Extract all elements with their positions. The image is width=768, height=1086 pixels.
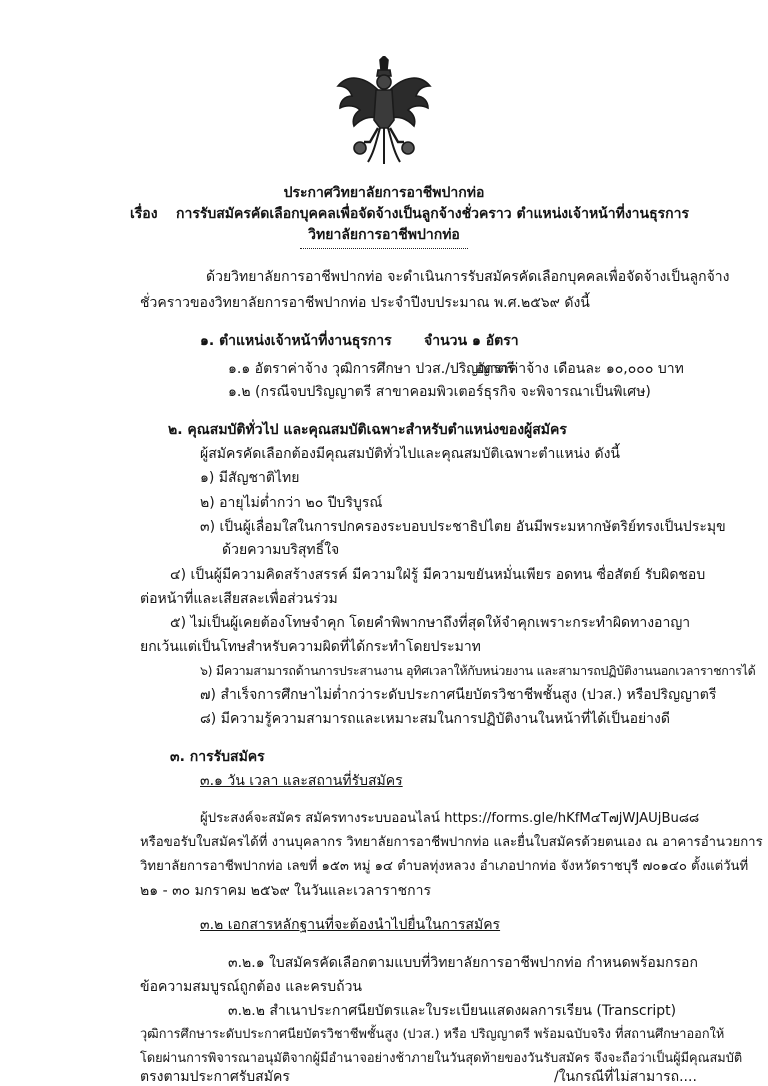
announcement-title: ประกาศวิทยาลัยการอาชีพปากท่อ — [283, 185, 485, 201]
intro-line2: ชั่วคราวของวิทยาลัยการอาชีพปากท่อ ประจำปีงบประมาณ พ.ศ.๒๕๖๙ ดังนี้ — [140, 295, 590, 311]
qualification-3a: ๓) เป็นผู้เลื่อมใสในการปกครองระบอบประชาธิปไตย อันมีพระมหากษัตริย์ทรงเป็นประมุข — [200, 519, 726, 535]
doc2-line4: ตรงตามประกาศรับสมัคร — [140, 1069, 290, 1085]
doc1-line1: ๓.๒.๑ ใบสมัครคัดเลือกตามแบบที่วิทยาลัยการอาชีพปากท่อ กำหนดพร้อมกรอก — [228, 955, 698, 971]
section1-item1-left: ๑.๑ อัตราค่าจ้าง วุฒิการศึกษา ปวส./ปริญญาตรี — [228, 361, 515, 377]
intro-line1: ด้วยวิทยาลัยการอาชีพปากท่อ จะดำเนินการรับสมัครคัดเลือกบุคคลเพื่อจัดจ้างเป็นลูกจ้าง — [206, 269, 730, 285]
section3-2-heading: ๓.๒ เอกสารหลักฐานที่จะต้องนำไปยื่นในการสมัคร — [200, 917, 501, 933]
qualification-7: ๗) สำเร็จการศึกษาไม่ต่ำกว่าระดับประกาศนียบัตรวิชาชีพชั้นสูง (ปวส.) หรือปริญญาตรี — [200, 687, 717, 703]
section3-1-heading: ๓.๑ วัน เวลา และสถานที่รับสมัคร — [200, 773, 403, 789]
continue-note: /ในกรณีที่ไม่สามารถ.... — [554, 1069, 697, 1085]
section2-title: ๒. คุณสมบัติทั่วไป และคุณสมบัติเฉพาะสำหรับตำแหน่งของผู้สมัคร — [168, 422, 567, 438]
section1-count: จำนวน ๑ อัตรา — [424, 333, 519, 349]
apply-line2: หรือขอรับใบสมัครได้ที่ งานบุคลากร วิทยาลัยการอาชีพปากท่อ และยื่นใบสมัครด้วยตนเอง ณ อาคารอำนวยการ — [140, 835, 763, 850]
qualification-1: ๑) มีสัญชาติไทย — [200, 470, 300, 486]
doc2-line1: ๓.๒.๒ สำเนาประกาศนียบัตรและใบระเบียนแสดงผลการเรียน (Transcript) — [228, 1003, 677, 1019]
apply-line4: ๒๑ - ๓๐ มกราคม ๒๕๖๙ ในวันและเวลาราชการ — [140, 883, 431, 899]
divider-dots — [300, 248, 468, 249]
qualification-4b: ต่อหน้าที่และเสียสละเพื่อส่วนร่วม — [140, 591, 338, 607]
apply-online-line: ผู้ประสงค์จะสมัคร สมัครทางระบบออนไลน์ https://forms.gle/hKfM๔T๗jWJAUjBu๘๘ — [200, 811, 700, 826]
qualification-5b: ยกเว้นแต่เป็นโทษสำหรับความผิดที่ได้กระทำโดยประมาท — [140, 639, 481, 655]
section2-lead: ผู้สมัครคัดเลือกต้องมีคุณสมบัติทั่วไปและคุณสมบัติเฉพาะตำแหน่ง ดังนี้ — [200, 446, 620, 462]
qualification-2: ๒) อายุไม่ต่ำกว่า ๒๐ ปีบริบูรณ์ — [200, 495, 383, 511]
qualification-4a: ๔) เป็นผู้มีความคิดสร้างสรรค์ มีความใฝ่รู้ มีความขยันหมั่นเพียร อดทน ซื่อสัตย์ รับผิดชอบ — [170, 567, 706, 583]
garuda-emblem-icon — [334, 56, 434, 166]
qualification-3b: ด้วยความบริสุทธิ์ใจ — [222, 542, 340, 558]
qualification-6: ๖) มีความสามารถด้านการประสานงาน อุทิศเวลาให้กับหน่วยงาน และสามารถปฏิบัติงานนอกเวลาราชการได้ — [200, 663, 756, 678]
subject-label: เรื่อง — [130, 206, 158, 222]
section1-title: ๑. ตำแหน่งเจ้าหน้าที่งานธุรการ — [200, 333, 392, 349]
doc1-line2: ข้อความสมบูรณ์ถูกต้อง และครบถ้วน — [140, 979, 363, 995]
section1-item2: ๑.๒ (กรณีจบปริญญาตรี สาขาคอมพิวเตอร์ธุรกิจ จะพิจารณาเป็นพิเศษ) — [228, 384, 651, 400]
subject-line2: วิทยาลัยการอาชีพปากท่อ — [308, 227, 460, 243]
doc2-line2: วุฒิการศึกษาระดับประกาศนียบัตรวิชาชีพชั้นสูง (ปวส.) หรือ ปริญญาตรี พร้อมฉบับจริง ที่สถานศึกษาออกให้ — [140, 1027, 725, 1042]
section1-item1-right: อัตราค่าจ้าง เดือนละ ๑๐,๐๐๐ บาท — [476, 361, 684, 377]
qualification-5a: ๕) ไม่เป็นผู้เคยต้องโทษจำคุก โดยคำพิพากษาถึงที่สุดให้จำคุกเพราะกระทำผิดทางอาญา — [170, 615, 691, 631]
qualification-8: ๘) มีความรู้ความสามารถและเหมาะสมในการปฏิบัติงานในหน้าที่ได้เป็นอย่างดี — [200, 711, 670, 727]
section3-title: ๓. การรับสมัคร — [170, 749, 265, 765]
apply-line3: วิทยาลัยการอาชีพปากท่อ เลขที่ ๑๕๓ หมู่ ๑๔ ตำบลทุ่งหลวง อำเภอปากท่อ จังหวัดราชบุรี ๗๐๑๔๐ ตั้งแต่วันที่ — [140, 859, 749, 874]
subject-text: การรับสมัครคัดเลือกบุคคลเพื่อจัดจ้างเป็นลูกจ้างชั่วคราว ตำแหน่งเจ้าหน้าที่งานธุรการ — [176, 206, 690, 222]
doc2-line3: โดยผ่านการพิจารณาอนุมัติจากผู้มีอำนาจอย่างช้าภายในวันสุดท้ายของวันรับสมัคร จึงจะถือว่าเป็นผู้มีคุณสมบัติ — [140, 1051, 743, 1066]
